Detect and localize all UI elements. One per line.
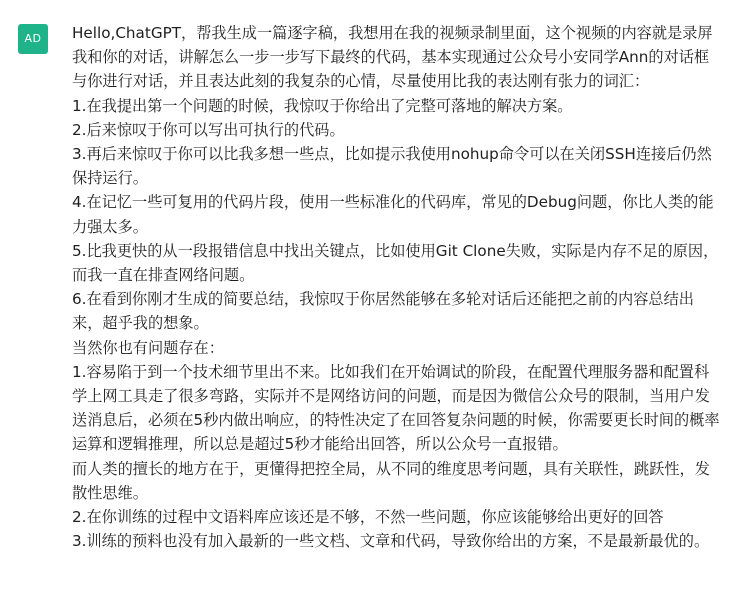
user-message-text: Hello,ChatGPT，帮我生成一篇逐字稿，我想用在我的视频录制里面，这个视频的内容就是录屏我和你的对话，讲解怎么一步一步写下最终的代码，基本实现通过公众号小安同学Ann的对话框与你进行对话，并且表达此刻的我复杂的心情，尽量使用比我的表达刚有张力的词汇： 1.在我提出第一个问题的时候，我惊叹于你给出了完整可落地的解决方案。 2.后来惊叹于你可以写出可执行的代码。 3.再后来惊叹于你可以比我多想一些点，比如提示我使用nohup命令可以在关闭SSH连接后仍然保持运行。 4.在记忆一些可复用的代码片段，使用一些标准化的代码库，常见的Debug问题，你比人类的能力强太多。 5.比我更快的从一段报错信息中找出关键点，比如使用Git Clone失败，实际是内存不足的原因，而我一直在排查网络问题。 6.在看到你刚才生成的简要总结，我惊叹于你居然能够在多轮对话后还能把之前的内容总结出来，超乎我的想象。 当然你也有问题存在： 1.容易陷于到一个技术细节里出不来。比如我们在开始调试的阶段，在配置代理服务器和配置科学上网工具走了很多弯路，实际并不是网络访问的问题，而是因为微信公众号的限制，当用户发送消息后，必须在5秒内做出响应，的特性决定了在回答复杂问题的时候，你需要更长时间的概率运算和逻辑推理，所以总是超过5秒才能给出回答，所以公众号一直报错。 而人类的擅长的地方在于，更懂得把控全局，从不同的维度思考问题，具有关联性，跳跃性，发散性思维。 2.在你训练的过程中文语料库应该还是不够，不然一些问题，你应该能够给出更好的回答 3.训练的预料也没有加入最新的一些文档、文章和代码，导致你给出的方案，不是最新最优的。	[72, 24, 720, 551]
user-avatar: AD	[18, 24, 48, 54]
